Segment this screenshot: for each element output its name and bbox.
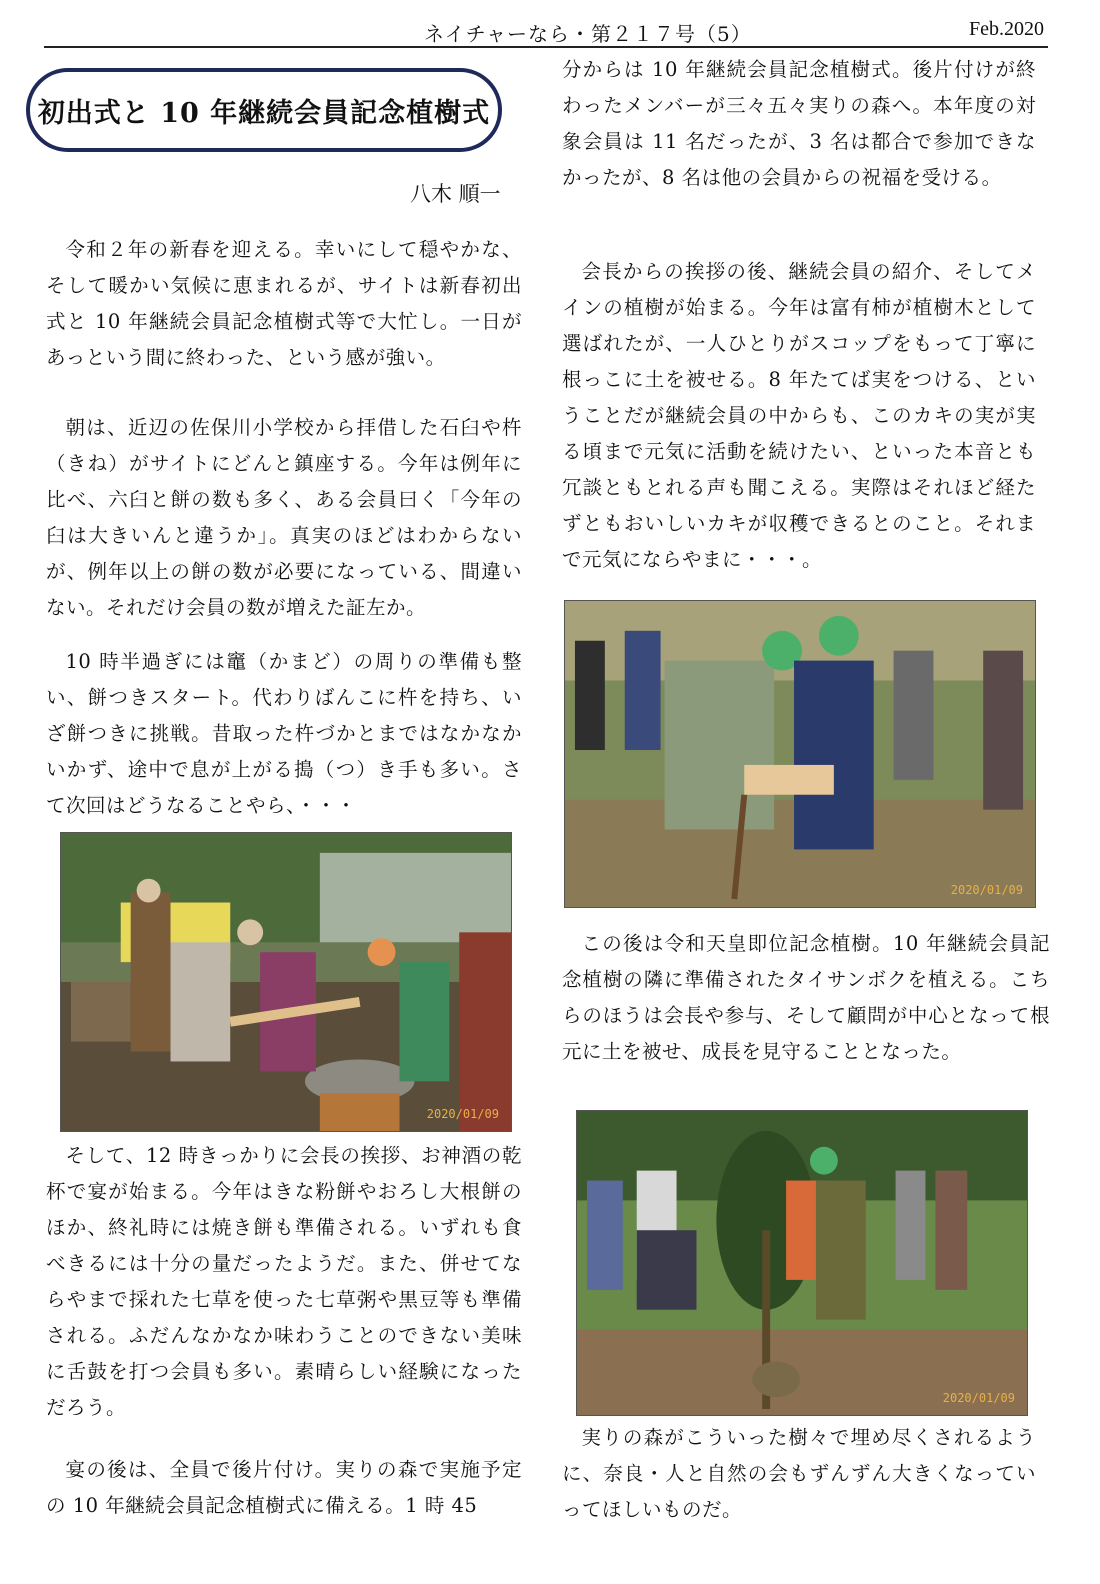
- paragraph: そして、12 時きっかりに会長の挨拶、お神酒の乾杯で宴が始まる。今年はきな粉餅やおろし大根餅のほか、終礼時には焼き餅も準備される。いずれも食べきるには十分の量だったようだ。また、併せてならやまで採れた七草を使った七草粥や黒豆等も準備される。ふだんなかなか味わうことのできない美味に舌鼓を打つ会員も多い。素晴らしい経験になっただろう。: [46, 1144, 522, 1419]
- persimmon-planting-photo: [564, 600, 1036, 908]
- paragraph: 宴の後は、全員で後片付け。実りの森で実施予定の 10 年継続会員記念植樹式に備える。1 時 45: [46, 1458, 522, 1517]
- article-title: 初出式と 10 年継続会員記念植樹式: [37, 97, 491, 129]
- issue-number: ネイチャーなら・第２１７号（5）: [424, 22, 752, 46]
- article-author: 八木 順一: [410, 182, 501, 206]
- article-title-frame: [26, 68, 502, 152]
- paragraph: この後は令和天皇即位記念植樹。10 年継続会員記念植樹の隣に準備されたタイサンボクを植える。こちらのほうは会長や参与、そして顧問が中心となって根元に土を被せ、成長を見守ることとなった。: [562, 932, 1050, 1063]
- paragraph: 令和２年の新春を迎える。幸いにして穏やかな、そして暖かい気候に恵まれるが、サイトは新春初出式と 10 年継続会員記念植樹式等で大忙し。一日があっという間に終わった、という感が強い。: [46, 238, 522, 369]
- paragraph: 10 時半過ぎには竈（かまど）の周りの準備も整い、餅つきスタート。代わりばんこに杵を持ち、いざ餅つきに挑戦。昔取った杵づかとまではなかなかいかず、途中で息が上がる搗（つ）き手も多い。さて次回はどうなることやら、・・・: [46, 650, 522, 817]
- photo-date-stamp: 2020/01/09: [942, 1391, 1015, 1405]
- persimmon-planting-image: [565, 601, 1035, 907]
- paragraph: 実りの森がこういった樹々で埋め尽くされるように、奈良・人と自然の会もずんずん大きくなっていってほしいものだ。: [562, 1426, 1036, 1521]
- issue-date: Feb.2020: [969, 18, 1044, 40]
- mochi-pounding-photo: [60, 832, 512, 1132]
- photo-date-stamp: 2020/01/09: [426, 1107, 499, 1121]
- page-header: [44, 16, 1048, 48]
- paragraph: 会長からの挨拶の後、継続会員の紹介、そしてメインの植樹が始まる。今年は富有柿が植樹木として選ばれたが、一人ひとりがスコップをもって丁寧に根っこに土を被せる。8 年たてば実をつける、ということだが継続会員の中からも、このカキの実が実る頃まで元気に活動を続けたい、といった本音とも冗談ともとれる声も聞こえる。実際はそれほど経たずともおいしいカキが収穫できるとのこと。それまで元気にならやまに・・・。: [562, 260, 1036, 571]
- paragraph: 分からは 10 年継続会員記念植樹式。後片付けが終わったメンバーが三々五々実りの森へ。本年度の対象会員は 11 名だったが、3 名は都合で参加できなかったが、8 名は他の会員からの祝福を受ける。: [562, 58, 1036, 189]
- magnolia-planting-image: [577, 1111, 1027, 1415]
- paragraph: 朝は、近辺の佐保川小学校から拝借した石臼や杵（きね）がサイトにどんと鎮座する。今年は例年に比べ、六臼と餅の数も多く、ある会員曰く「今年の臼は大きいんと違うか」。真実のほどはわからないが、例年以上の餅の数が必要になっている、間違いない。それだけ会員の数が増えた証左か。: [46, 416, 522, 619]
- magnolia-planting-photo: [576, 1110, 1028, 1416]
- photo-date-stamp: 2020/01/09: [950, 883, 1023, 897]
- mochi-pounding-image: [61, 833, 511, 1131]
